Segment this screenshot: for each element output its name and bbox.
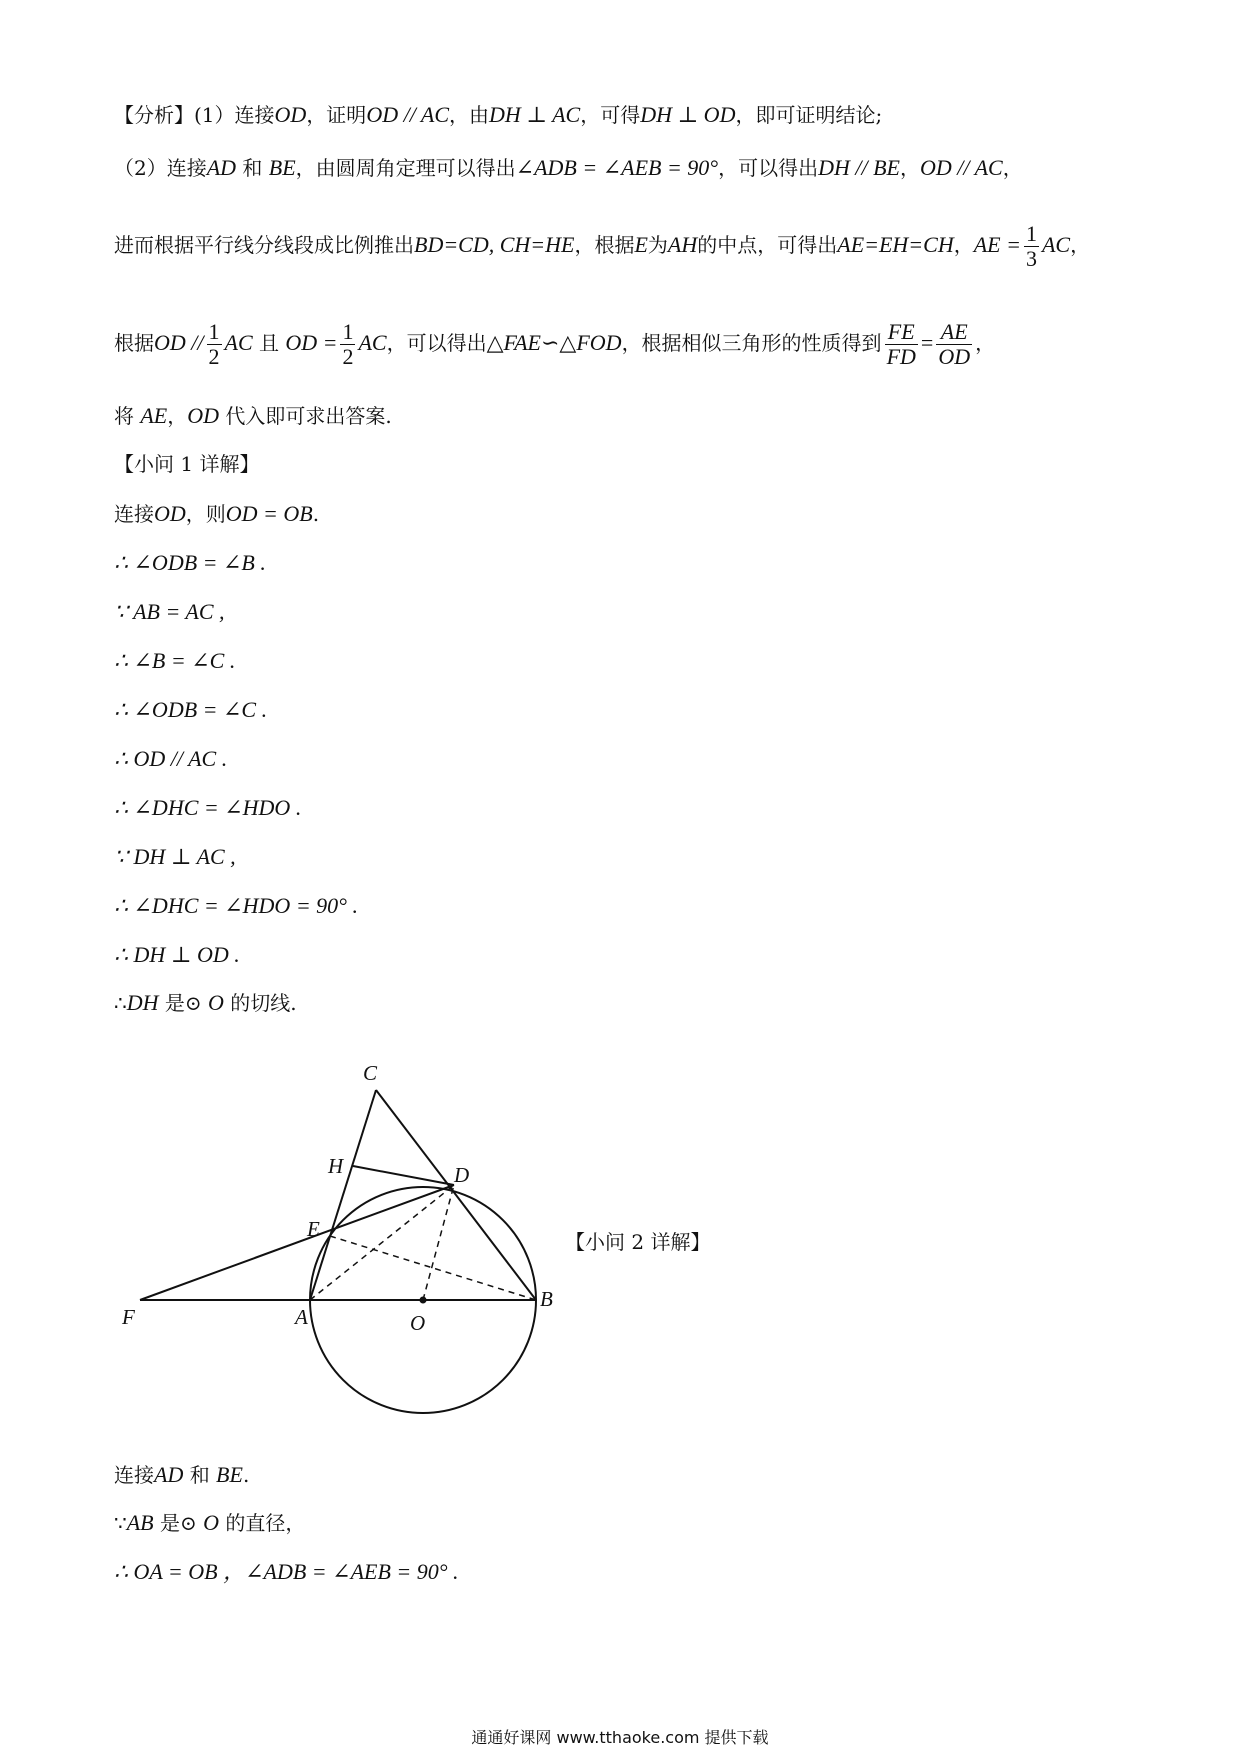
q1-step: ∵ DH ⊥ AC ,	[114, 844, 236, 869]
geometry-figure	[110, 1050, 570, 1420]
label-c: C	[363, 1061, 378, 1085]
q1-step: ∴ DH ⊥ OD .	[114, 942, 240, 967]
fraction-ae-od: $\frac{AE}{OD}$	[938, 319, 971, 370]
q1-step: ∴ ∠ODB = ∠C .	[114, 697, 268, 722]
line-hd	[353, 1166, 454, 1185]
analysis-line-1: 【分析】(1）连接OD，证明OD // AC，由DH ⊥ AC，可得DH ⊥ OD，即可证明结论;	[114, 102, 883, 127]
analysis-line-4: 根据OD // $\frac{1}{2}$ AC 且 OD = $\frac{1}{2}$ AC，可以得出△FAE∽△FOD，根据相似三角形的性质得到 $\frac{FE}{FD}$ = $\frac{AE}{OD}$ ，	[114, 319, 996, 370]
q2-line-2: ∵AB 是⊙ O 的直径，	[114, 1510, 306, 1535]
label-d: D	[454, 1163, 470, 1187]
q2-heading: 【小问 2 详解】	[565, 1230, 711, 1254]
footer: 通通好课网 www.tthaoke.com 提供下载	[471, 1728, 769, 1747]
q1-step: ∴ ∠B = ∠C .	[114, 648, 236, 673]
q1-step: ∴ OD // AC .	[114, 746, 228, 771]
q2-line-1: 连接AD 和 BE.	[114, 1462, 250, 1487]
label-e: E	[307, 1217, 320, 1241]
analysis-line-2: （2）连接AD 和 BE，由圆周角定理可以得出∠ADB = ∠AEB = 90°，可以得出DH // BE，OD // AC，	[114, 155, 1023, 180]
q1-conclusion: ∴DH 是⊙ O 的切线.	[114, 990, 297, 1015]
line-cb	[376, 1090, 536, 1300]
line-od-dashed	[423, 1185, 454, 1300]
label-o: O	[410, 1311, 426, 1335]
label-h: H	[328, 1154, 344, 1178]
line-ac	[310, 1090, 376, 1300]
label-f: F	[122, 1305, 135, 1329]
q1-step: ∴ ∠DHC = ∠HDO .	[114, 795, 302, 820]
q1-step-connect: 连接OD，则OD = OB.	[114, 501, 320, 526]
label-a: A	[295, 1305, 308, 1329]
fraction-one-half-b: $\frac{1}{2}$	[342, 319, 354, 370]
line-ad-dashed	[310, 1185, 454, 1300]
q1-heading: 【小问 1 详解】	[114, 452, 260, 476]
q1-step: ∵ AB = AC ,	[114, 599, 225, 624]
line-eb-dashed	[330, 1236, 536, 1300]
analysis-line-3: 进而根据平行线分线段成比例推出BD=CD, CH=HE，根据E为AH的中点，可得出AE=EH=CH，AE = $\frac{1}{3}$ AC，	[114, 221, 1091, 272]
label-b: B	[540, 1287, 553, 1311]
line-fd	[140, 1185, 454, 1300]
point-o	[420, 1297, 427, 1304]
q1-step: ∴ ∠DHC = ∠HDO = 90° .	[114, 893, 358, 918]
q2-line-3: ∴ OA = OB ，∠ADB = ∠AEB = 90° .	[114, 1559, 459, 1584]
analysis-line-5: 将 AE，OD 代入即可求出答案.	[114, 403, 392, 428]
fraction-one-third: $\frac{1}{3}$	[1025, 221, 1037, 272]
fraction-fe-fd: $\frac{FE}{FD}$	[886, 319, 916, 370]
fraction-one-half-a: $\frac{1}{2}$	[208, 319, 220, 370]
q1-step: ∴ ∠ODB = ∠B .	[114, 550, 266, 575]
